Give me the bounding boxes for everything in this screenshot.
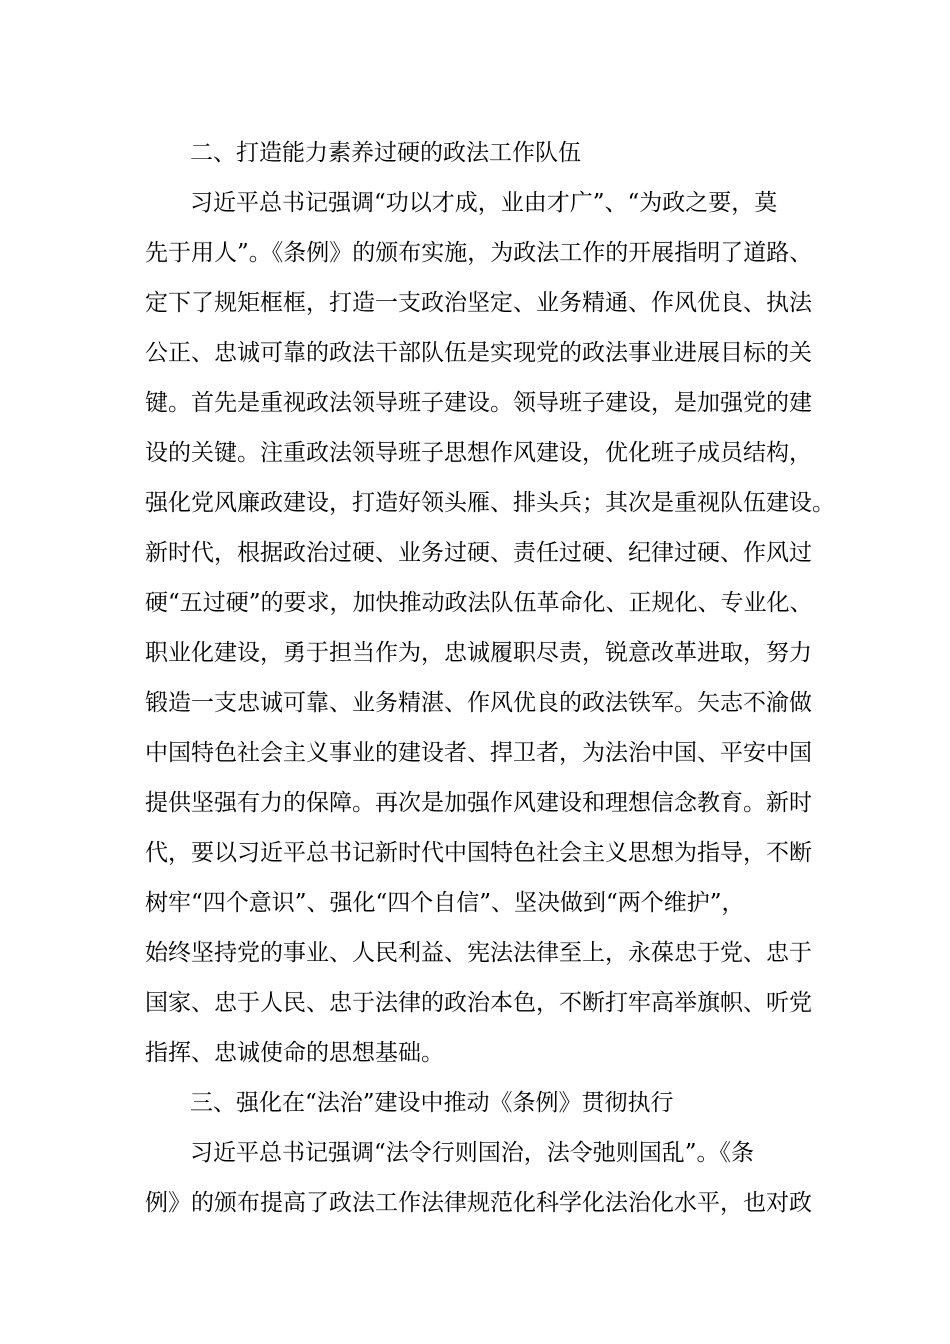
text-line: 公正、忠诚可靠的政法干部队伍是实现党的政法事业进展目标的关 xyxy=(145,340,812,366)
text-line: 习近平总书记强调“功以才成，业由才广”、“为政之要，莫 xyxy=(190,190,778,216)
text-line: 强化党风廉政建设，打造好领头雁、排头兵；其次是重视队伍建设。 xyxy=(145,490,835,516)
text-line: 代，要以习近平总书记新时代中国特色社会主义思想为指导，不断 xyxy=(145,840,812,866)
text-line: 先于用人”。《条例》的颁布实施，为政法工作的开展指明了道路、 xyxy=(145,240,813,266)
paragraph-1 xyxy=(145,178,835,1078)
text-line: 锻造一支忠诚可靠、业务精湛、作风优良的政法铁军。矢志不渝做 xyxy=(145,690,812,716)
text-line: 新时代，根据政治过硬、业务过硬、责任过硬、纪律过硬、作风过 xyxy=(145,540,812,566)
text-line: 指挥、忠诚使命的思想基础。 xyxy=(145,1040,444,1066)
text-line: 树牢“四个意识”、强化“四个自信”、坚决做到“两个维护”， xyxy=(145,890,745,916)
text-line: 中国特色社会主义事业的建设者、捍卫者，为法治中国、平安中国 xyxy=(145,740,812,766)
text-line: 定下了规矩框框，打造一支政治坚定、业务精通、作风优良、执法 xyxy=(145,290,812,316)
text-line: 提供坚强有力的保障。再次是加强作风建设和理想信念教育。新时 xyxy=(145,790,812,816)
section-heading-3: 三、强化在“法治”建设中推动《条例》贯彻执行 xyxy=(190,1090,674,1116)
paragraph-2 xyxy=(145,1128,830,1228)
document-body xyxy=(145,128,835,1228)
text-line: 始终坚持党的事业、人民利益、宪法法律至上，永葆忠于党、忠于 xyxy=(145,940,812,966)
text-line: 设的关键。注重政法领导班子思想作风建设，优化班子成员结构， xyxy=(145,440,812,466)
text-line: 职业化建设，勇于担当作为，忠诚履职尽责，锐意改革进取，努力 xyxy=(145,640,812,666)
section-heading-2: 二、打造能力素养过硬的政法工作队伍 xyxy=(190,140,581,166)
text-line: 例》的颁布提高了政法工作法律规范化科学化法治化水平，也对政 xyxy=(145,1190,812,1216)
text-line: 习近平总书记强调“法令行则国治，法令弛则国乱”。《条 xyxy=(190,1140,755,1166)
text-line: 硬“五过硬”的要求，加快推动政法队伍革命化、正规化、专业化、 xyxy=(145,590,813,616)
text-line: 国家、忠于人民、忠于法律的政治本色，不断打牢高举旗帜、听党 xyxy=(145,990,812,1016)
text-line: 键。首先是重视政法领导班子建设。领导班子建设，是加强党的建 xyxy=(145,390,812,416)
